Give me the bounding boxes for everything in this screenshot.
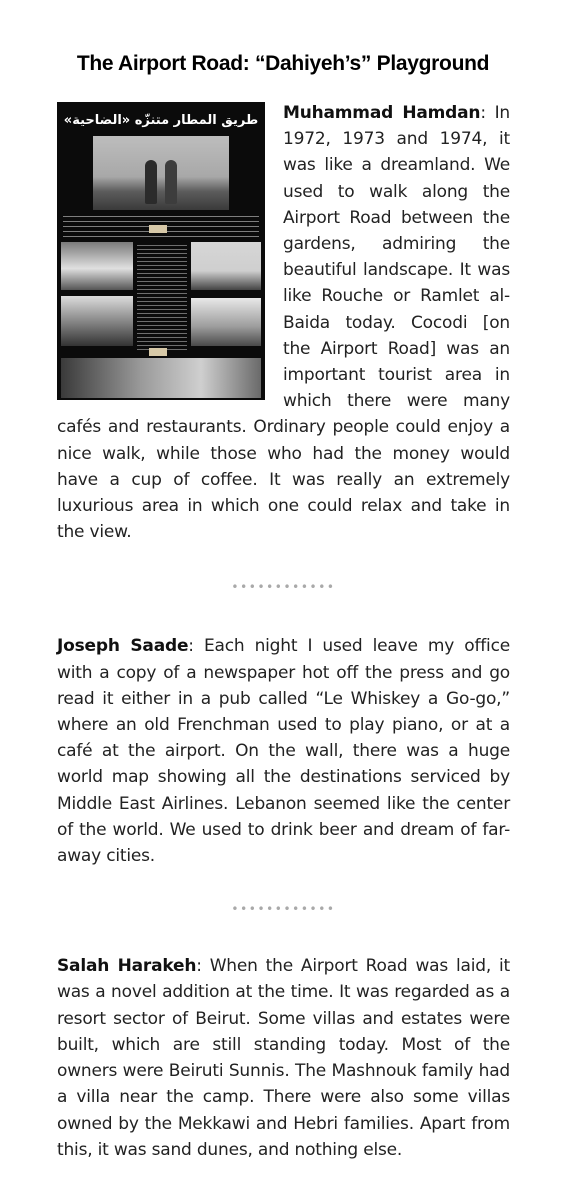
speaker-name: Muhammad Hamdan: [283, 103, 481, 123]
entry-muhammad-hamdan: [57, 100, 510, 545]
entry-text: : When the Airport Road was laid, it was a novel addition at the time. It was regarded as a resort sector of Beirut. Some villas and estates were built, which are still standing today. Most of the owners were Beiruti Sunnis. The Mashnouk family had a villa near the camp. There were also some villas owned by the Mekkawi and Hebri families. Apart from this, it was sand dunes, and nothing else.: [57, 956, 510, 1160]
newspaper-clipping-image: [57, 102, 265, 400]
clipping-tag: [149, 225, 167, 233]
clipping-main-photo: [93, 136, 229, 210]
article-body: [57, 100, 510, 1163]
clipping-photo: [61, 296, 133, 346]
photo-figure: [145, 160, 157, 204]
speaker-name: Salah Harakeh: [57, 956, 197, 977]
clipping-photo: [191, 298, 261, 346]
clipping-photo: [191, 242, 261, 290]
clipping-photo: [61, 242, 133, 290]
speaker-name: Joseph Saade: [57, 636, 189, 657]
clipping-text-column: [137, 242, 187, 352]
clipping-headline: طريق المطار متنزّه «الضاحية»: [63, 113, 259, 128]
clipping-photo: [61, 358, 261, 398]
entry-text: : In 1972, 1973 and 1974, it was like a dreamland. We used to walk along the Airport Road between the gardens, admiring the beautiful landscape. It was like Rouche or Ramlet al-Baida today. Cocodi [on the Airport Road] was an important tourist area in which there were many cafés and restaurants. Ordinary people could enjoy a nice walk, while those who had the money would have a cup of coffee. It was really an extremely luxurious area in which one could relax and take in the view.: [57, 103, 510, 543]
entry-text: : Each night I used leave my office with a copy of a newspaper hot off the press and go read it either in a pub called “Le Whiskey a Go-go,” where an old Frenchman used to play piano, or at a café at the airport. On the wall, there was a huge world map showing all the destinations serviced by Middle East Airlines. Lebanon seemed like the center of the world. We used to drink beer and dream of far-away cities.: [57, 636, 510, 867]
entry-joseph-saade: [57, 633, 510, 869]
photo-figure: [165, 160, 177, 204]
page-title: The Airport Road: “Dahiyeh’s” Playground: [76, 52, 490, 75]
section-separator: ••••••••••••: [231, 580, 336, 595]
clipping-tag: [149, 348, 167, 356]
section-separator: ••••••••••••: [231, 902, 336, 917]
entry-salah-harakeh: [57, 953, 510, 1163]
